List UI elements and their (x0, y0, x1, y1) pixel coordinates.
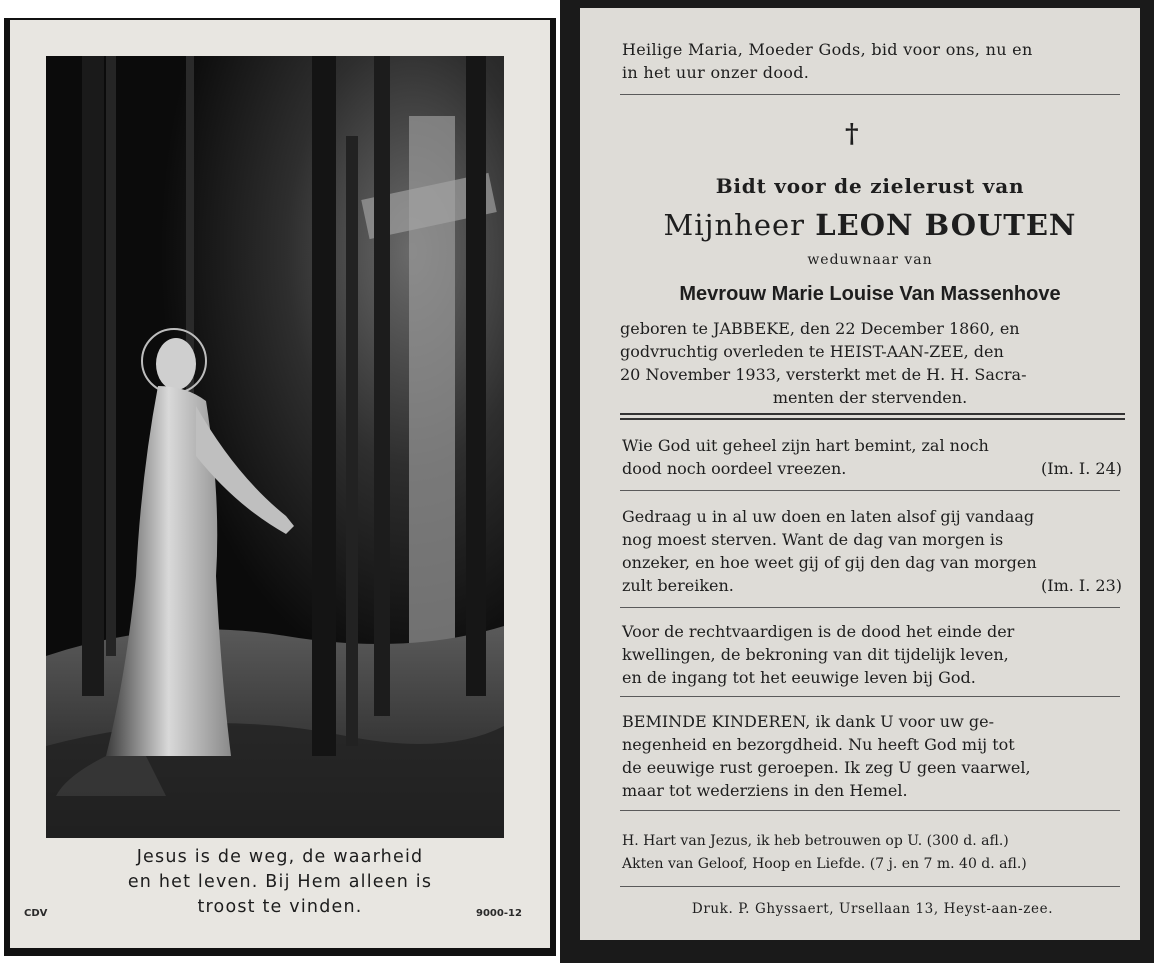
bio-line: geboren te JABBEKE, den 22 December 1860, en (620, 319, 1020, 338)
divider (620, 810, 1120, 811)
quote-1 (622, 434, 1122, 480)
forest-scene-graphic (46, 56, 504, 838)
quote-line: Voor de rechtvaardigen is de dood het einde der (622, 622, 1015, 641)
quote-line-with-ref (622, 574, 1122, 597)
divider (620, 696, 1120, 697)
quote-line: nog moest sterven. Want de dag van morgen is (622, 530, 1004, 549)
divider (620, 886, 1120, 887)
quote-line-with-ref (622, 457, 1122, 480)
quote-line: kwellingen, de bekroning van dit tijdelijk leven, (622, 645, 1009, 664)
double-divider (620, 413, 1125, 420)
divider (620, 607, 1120, 608)
biography (620, 317, 1120, 409)
bio-line: 20 November 1933, versterkt met de H. H. Sacra- (620, 365, 1027, 384)
relation-text: weduwnaar van (807, 252, 933, 268)
quote-line: Gedraag u in al uw doen en laten alsof gij vandaag (622, 507, 1035, 526)
caption (70, 845, 490, 920)
prayer-line: in het uur onzer dood. (622, 63, 810, 82)
quote-reference: (Im. I. 23) (1041, 576, 1122, 595)
spouse-name: Mevrouw Marie Louise Van Massenhove (679, 283, 1061, 305)
memorial-text-panel (580, 8, 1140, 940)
indulgence-line: Akten van Geloof, Hoop en Liefde. (7 j. en 7 m. 40 d. afl.) (622, 856, 1027, 872)
right-card (560, 0, 1154, 963)
indulgence-line: H. Hart van Jezus, ik heb betrouwen op U. (300 d. afl.) (622, 833, 1009, 849)
quote-line: onzeker, en hoe weet gij of gij den dag van morgen (622, 553, 1037, 572)
cross-icon: † (845, 119, 859, 149)
printer-credit: Druk. P. Ghyssaert, Ursellaan 13, Heyst-aan-zee. (691, 901, 1054, 917)
bio-line: godvruchtig overleden te HEIST-AAN-ZEE, den (620, 342, 1004, 361)
caption-line: troost te vinden. (197, 897, 363, 917)
name-title: Mijnheer (663, 208, 806, 242)
bio-line: menten der stervenden. (772, 388, 968, 407)
publisher-mark: CDV (24, 908, 48, 919)
quote-3 (622, 620, 1122, 689)
prayer-heading: Bidt voor de zielerust van (715, 174, 1025, 198)
caption-line: en het leven. Bij Hem alleen is (127, 872, 433, 892)
jesus-in-forest-illustration (46, 56, 504, 838)
catalog-number: 9000-12 (476, 908, 522, 919)
quote-line: en de ingang tot het eeuwige leven bij God. (622, 668, 976, 687)
message-to-children (622, 710, 1122, 802)
message-line: BEMINDE KINDEREN, ik dank U voor uw ge- (622, 712, 994, 731)
indulgence-prayers (622, 830, 1124, 876)
quote-reference: (Im. I. 24) (1041, 459, 1122, 478)
quote-line: zult bereiken. (622, 576, 734, 595)
left-card (4, 18, 556, 956)
quote-2 (622, 505, 1122, 597)
caption-line: Jesus is de weg, de waarheid (136, 847, 424, 867)
quote-line: Wie God uit geheel zijn hart bemint, zal noch (622, 436, 989, 455)
prayer-line: Heilige Maria, Moeder Gods, bid voor ons, nu en (622, 40, 1033, 59)
deceased-name (620, 208, 1120, 242)
divider (620, 490, 1120, 491)
quote-line: dood noch oordeel vreezen. (622, 459, 847, 478)
message-line: de eeuwige rust geroepen. Ik zeg U geen vaarwel, (622, 758, 1031, 777)
message-line: maar tot wederziens in den Hemel. (622, 781, 908, 800)
opening-prayer (622, 38, 1122, 84)
name-text: LEON BOUTEN (815, 208, 1077, 242)
left-card-face (10, 20, 550, 948)
message-line: negenheid en bezorgdheid. Nu heeft God mij tot (622, 735, 1015, 754)
divider (620, 94, 1120, 95)
